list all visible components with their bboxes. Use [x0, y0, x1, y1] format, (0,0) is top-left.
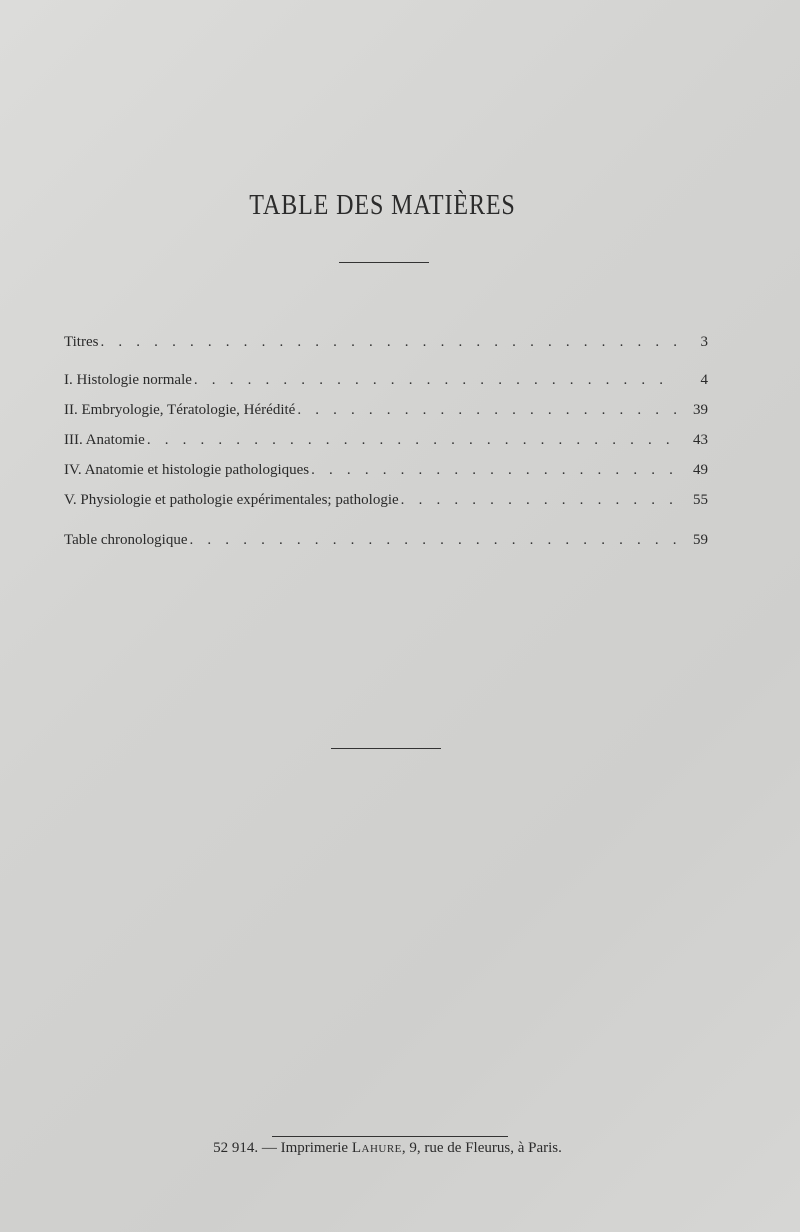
colophon-suffix: , 9, rue de Fleurus, à Paris.	[401, 1140, 562, 1156]
toc-entry-page: 49	[693, 462, 708, 478]
colophon-prefix: 52 914. — Imprimerie	[213, 1140, 352, 1156]
toc-entry-label: Titres	[64, 334, 99, 350]
footer-divider	[272, 1136, 508, 1137]
dot-leader	[401, 492, 678, 509]
dot-leader	[100, 334, 678, 351]
toc-entry-label: Table chronologique	[64, 532, 188, 548]
toc-entry-label: V. Physiologie et pathologie expérimentales; pathologie	[64, 492, 399, 508]
toc-entry-page: 55	[693, 492, 708, 508]
toc-entry-label: IV. Anatomie et histologie pathologiques	[64, 462, 310, 478]
dot-leader	[190, 532, 679, 549]
toc-entry-histologie	[64, 372, 708, 392]
toc-entry-physiologie	[64, 492, 708, 512]
toc-entry-anatomie	[64, 432, 708, 452]
toc-entry-embryologie	[64, 402, 708, 422]
toc-entry-page: 43	[693, 432, 708, 448]
toc-entry-anatomie-pathologique	[64, 462, 708, 482]
dot-leader	[297, 402, 678, 419]
dot-leader	[194, 372, 678, 389]
dot-leader	[311, 462, 678, 479]
toc-entry-titres	[64, 334, 708, 354]
toc-entry-label: II. Embryologie, Tératologie, Hérédité	[64, 402, 296, 418]
toc-entry-label: I. Histologie normale	[64, 372, 192, 388]
page-title: TABLE DES MATIÈRES	[249, 190, 516, 221]
toc-entry-table-chronologique	[64, 532, 708, 552]
toc-entry-label: III. Anatomie	[64, 432, 145, 448]
dot-leader	[147, 432, 678, 449]
printer-name: Lahure	[351, 1140, 402, 1156]
section-divider	[331, 748, 441, 749]
printer-colophon	[0, 1140, 775, 1157]
toc-entry-page: 39	[693, 402, 708, 418]
title-divider	[339, 262, 429, 263]
toc-entry-page: 4	[700, 372, 708, 388]
toc-entry-page: 59	[693, 532, 708, 548]
toc-entry-page: 3	[700, 334, 708, 350]
